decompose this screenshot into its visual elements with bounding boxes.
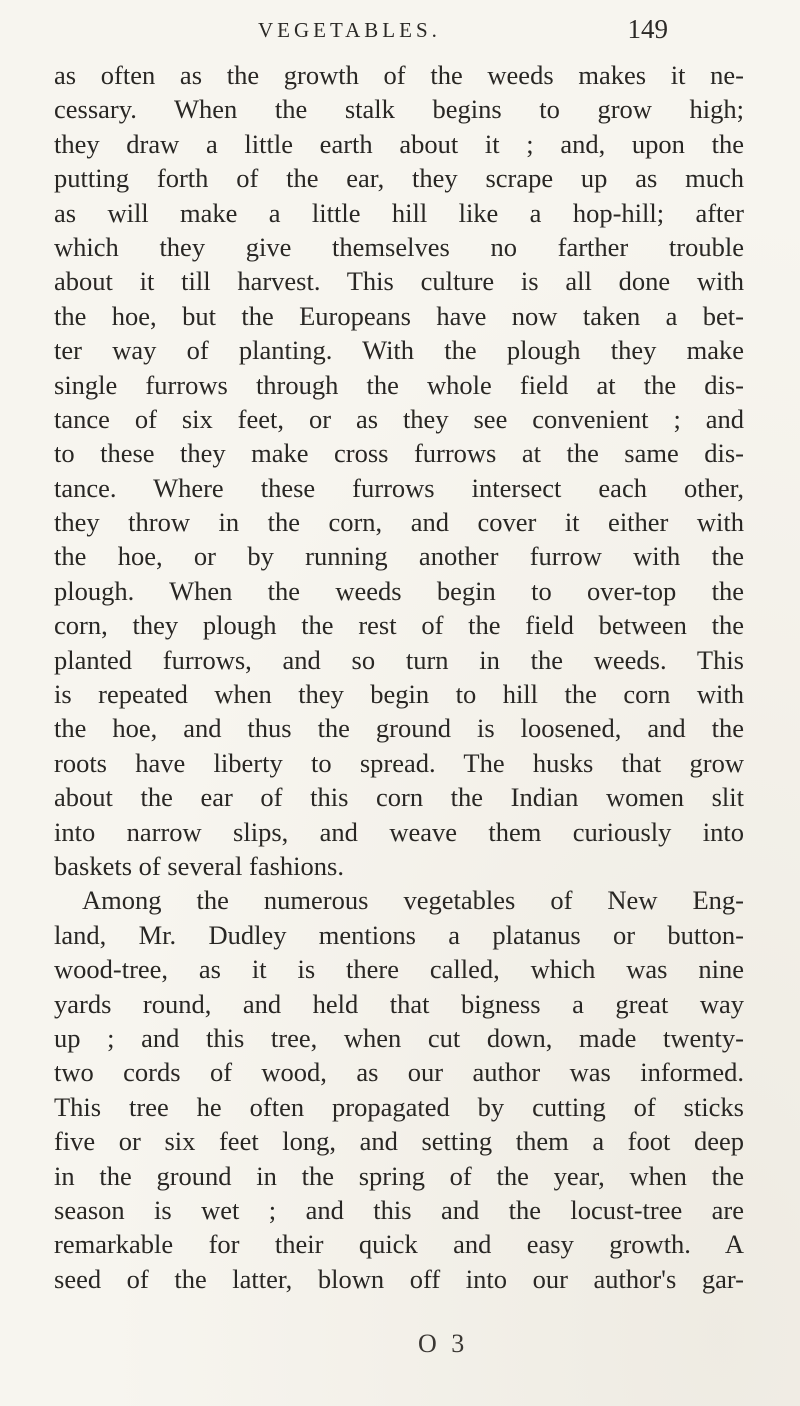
text-line: about the ear of this corn the Indian women slit bbox=[54, 782, 744, 813]
text-line: plough. When the weeds begin to over-top the bbox=[54, 575, 744, 606]
text-line: as often as the growth of the weeds makes it ne- bbox=[54, 60, 744, 90]
text-line: the hoe, or by running another furrow with the bbox=[54, 541, 744, 572]
text-line: about it till harvest. This culture is all done with bbox=[54, 266, 744, 297]
text-line: single furrows through the whole field at the dis- bbox=[54, 369, 744, 400]
text-line: land, Mr. Dudley mentions a platanus or button- bbox=[54, 919, 744, 950]
text-line: two cords of wood, as our author was informed. bbox=[54, 1057, 744, 1088]
body-text bbox=[54, 58, 744, 1296]
text-line: in the ground in the spring of the year, when the bbox=[54, 1160, 744, 1191]
text-line: tance of six feet, or as they see convenient ; and bbox=[54, 403, 744, 434]
signature-mark: O 3 bbox=[418, 1329, 469, 1358]
text-line: yards round, and held that bigness a great way bbox=[54, 988, 744, 1019]
text-line: the hoe, and thus the ground is loosened, and the bbox=[54, 713, 744, 744]
text-line: as will make a little hill like a hop-hill; after bbox=[54, 197, 744, 228]
text-line: ter way of planting. With the plough they make bbox=[54, 335, 744, 366]
text-line: which they give themselves no farther trouble bbox=[54, 231, 744, 262]
text-line: the hoe, but the Europeans have now taken a bet- bbox=[54, 300, 744, 331]
text-line: they throw in the corn, and cover it either with bbox=[54, 507, 744, 538]
text-line: seed of the latter, blown off into our author's gar- bbox=[54, 1263, 744, 1294]
text-line: corn, they plough the rest of the field between the bbox=[54, 610, 744, 641]
text-line: putting forth of the ear, they scrape up as much bbox=[54, 163, 744, 194]
paragraph-end-line: baskets of several fashions. bbox=[54, 850, 344, 881]
text-line: planted furrows, and so turn in the weeds. This bbox=[54, 644, 744, 675]
page-number: 149 bbox=[627, 14, 668, 44]
text-line: cessary. When the stalk begins to grow high; bbox=[54, 94, 744, 125]
text-line: to these they make cross furrows at the same dis- bbox=[54, 438, 744, 469]
text-line: they draw a little earth about it ; and, upon the bbox=[54, 128, 744, 159]
text-line: roots have liberty to spread. The husks that grow bbox=[54, 747, 744, 778]
text-line: into narrow slips, and weave them curiously into bbox=[54, 816, 744, 847]
running-head bbox=[258, 14, 668, 50]
text-line: wood-tree, as it is there called, which was nine bbox=[54, 954, 744, 985]
text-line: up ; and this tree, when cut down, made twenty- bbox=[54, 1022, 744, 1053]
text-line: remarkable for their quick and easy growth. A bbox=[54, 1229, 744, 1260]
text-line: season is wet ; and this and the locust-tree are bbox=[54, 1194, 744, 1225]
text-line: is repeated when they begin to hill the corn with bbox=[54, 679, 744, 710]
text-line: five or six feet long, and setting them a foot deep bbox=[54, 1126, 744, 1157]
paragraph-start-line: Among the numerous vegetables of New Eng- bbox=[82, 885, 744, 916]
text-line: This tree he often propagated by cutting of sticks bbox=[54, 1091, 744, 1122]
running-title: VEGETABLES. bbox=[258, 18, 441, 42]
text-line: tance. Where these furrows intersect each other, bbox=[54, 472, 744, 503]
